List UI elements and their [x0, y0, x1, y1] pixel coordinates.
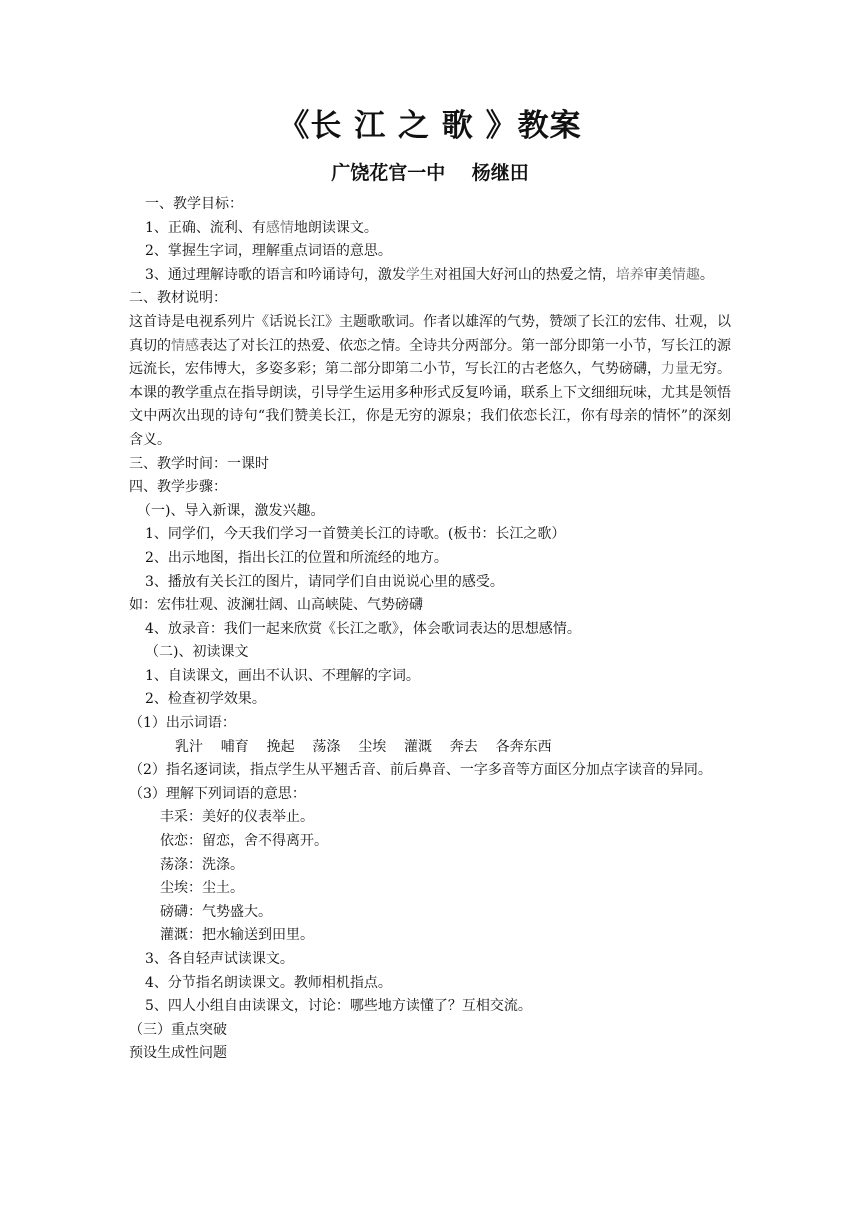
step-item: 1、同学们，今天我们学习一首赞美长江的诗歌。(板书：长江之歌）: [145, 526, 566, 543]
section-heading: 二、教材说明：: [129, 290, 227, 307]
document-author: 广饶花官一中 杨继田: [331, 162, 529, 184]
step-item: 3、各自轻声试读课文。: [145, 951, 294, 967]
sub-step: （2）指名逐词读，指点学生从平翘舌音、前后鼻音、一字多音等方面区分加点字读音的异同。: [129, 762, 712, 779]
sub-step: （3）理解下列词语的意思：: [129, 785, 306, 802]
step-item: 4、放录音：我们一起来欣赏《长江之歌》，体会歌词表达的思想感情。: [145, 620, 581, 637]
step-item: 1、自读课文，画出不认识、不理解的字词。: [145, 667, 420, 684]
goal-item: 1、正确、流利、有感情地朗读课文。: [145, 219, 378, 236]
example-line: 如：宏伟壮观、波澜壮阔、山高峡陡、气势磅礴: [129, 597, 423, 614]
paragraph: 这首诗是电视系列片《话说长江》主题歌歌词。作者以雄浑的气势，赞颂了长江的宏伟、壮观，以真切的情感表达了对长江的热爱、依恋之情。全诗共分两部分。第一部分即第一小节，写长江的源远流长，宏伟博大，多姿多彩；第二部分即第二小节，写长江的古老悠久，气势磅礴，力量无穷。: [129, 313, 731, 378]
step-item: 3、播放有关长江的图片，请同学们自由说说心里的感受。: [145, 573, 504, 590]
definition-item: 丰采：美好的仪表举止。: [160, 809, 314, 826]
subsection-heading: （一)、导入新课，激发兴趣。: [137, 502, 325, 519]
definition-item: 灌溉：把水输送到田里。: [160, 927, 314, 944]
sub-step: （1）出示词语：: [129, 715, 236, 732]
document-title: 《长 江 之 歌 》教案: [278, 108, 582, 144]
section-heading: 三、教学时间：一课时: [129, 455, 269, 472]
definition-item: 依恋：留恋，舍不得离开。: [160, 833, 328, 850]
section-heading: 一、教学目标：: [145, 196, 243, 212]
subsection-heading: （三）重点突破: [129, 1021, 227, 1038]
paragraph: 本课的教学重点在指导朗读，引导学生运用多种形式反复吟诵，联系上下文细细玩味，尤其是领悟文中两次出现的诗句“我们赞美长江，你是无穷的源泉；我们依恋长江，你有母亲的情怀”的深刻含义。: [129, 384, 731, 448]
document-body: [129, 193, 731, 1066]
goal-item: 3、通过理解诗歌的语言和吟诵诗句，激发学生对祖国大好河山的热爱之情，培养审美情趣。: [145, 266, 714, 283]
section-heading: 四、教学步骤：: [129, 479, 227, 496]
word-list: 乳汁 哺育 挽起 荡涤 尘埃 灌溉 奔去 各奔东西: [175, 738, 552, 755]
definition-item: 尘埃：尘土。: [160, 880, 244, 897]
step-item: 2、出示地图，指出长江的位置和所流经的地方。: [145, 549, 448, 566]
definition-item: 磅礴：气势盛大。: [160, 903, 272, 920]
goal-item: 2、掌握生字词，理解重点词语的意思。: [145, 243, 392, 260]
definition-item: 荡涤：洗涤。: [160, 856, 244, 873]
step-item: 4、分节指名朗读课文。教师相机指点。: [145, 974, 392, 991]
step-item: 5、四人小组自由读课文，讨论：哪些地方读懂了？互相交流。: [145, 998, 532, 1015]
subsection-heading: （二)、初读课文: [145, 644, 249, 661]
step-item: 2、检查初学效果。: [145, 691, 266, 708]
paragraph-line: 预设生成性问题: [129, 1045, 227, 1062]
